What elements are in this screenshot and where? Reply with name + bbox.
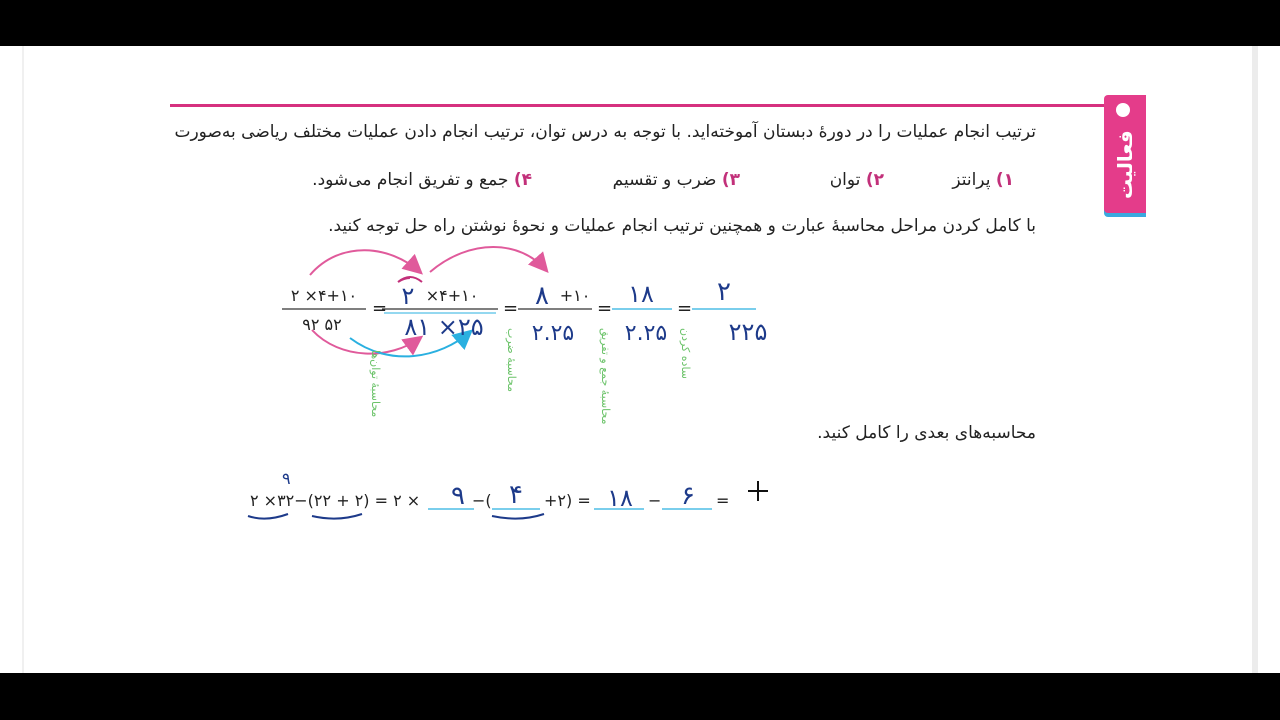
blank-4-hand: ۶ bbox=[681, 481, 695, 511]
blank-3-hand: ۱۸ bbox=[607, 484, 633, 512]
crosshair-cursor-icon bbox=[748, 481, 768, 501]
f5-num-hand: ۲ bbox=[717, 277, 731, 307]
order-item-1-num: ۱) bbox=[995, 170, 1014, 190]
eq-4: = bbox=[677, 298, 693, 319]
f3-num-hand: ۸ bbox=[535, 281, 549, 311]
order-item-2-text: توان bbox=[829, 170, 861, 190]
order-item-3-text: ضرب و تقسیم bbox=[612, 170, 717, 190]
arrow-pink-top-2 bbox=[430, 247, 546, 272]
exercise-prompt: محاسبه‌های بعدی را کامل کنید. bbox=[817, 423, 1036, 443]
order-item-4-num: ۴) bbox=[513, 170, 532, 190]
blank-2-hand: ۴ bbox=[509, 480, 523, 510]
f1-numerator: ۲ ×۴+۱۰ bbox=[290, 286, 358, 305]
order-item-2-num: ۲) bbox=[865, 170, 884, 190]
f1-denominator: ۹۲ ۵۲ bbox=[302, 315, 342, 334]
eq-2: = bbox=[503, 298, 519, 319]
label-simplify: ساده کردن bbox=[679, 328, 692, 380]
blank-1-hand: ۹ bbox=[451, 481, 465, 511]
label-powers: محاسبهٔ توان‌ها bbox=[369, 350, 382, 418]
underline-hand-2 bbox=[312, 514, 362, 519]
exercise-expression: ۲ ×۳۲−(۲۲ + ۲) = ۲ × bbox=[250, 491, 421, 510]
intro-line-1: ترتیب انجام عملیات را در دورهٔ دبستان آموخته‌اید. با توجه به درس توان، ترتیب انجام دادن عملیات مختلف ریاضی به‌صورت bbox=[174, 122, 1036, 142]
plus-two: +۲) = bbox=[544, 491, 591, 510]
label-multiply: محاسبهٔ ضرب bbox=[505, 328, 518, 393]
equals-sign: = bbox=[716, 491, 730, 510]
f3-num-print: +۱۰ bbox=[559, 286, 591, 305]
hand-over-annotation: ۹ bbox=[282, 469, 291, 488]
f4-num-hand: ۱۸ bbox=[628, 280, 654, 308]
order-item-1-text: پرانتز bbox=[952, 170, 991, 190]
instruction-line: با کامل کردن مراحل محاسبهٔ عبارت و همچنین ترتیب انجام عملیات و نحوهٔ نوشتن راه حل توجه کنید. bbox=[328, 216, 1036, 236]
arrow-pink-top-1 bbox=[310, 250, 420, 275]
order-item-3-num: ۳) bbox=[721, 170, 740, 190]
f4-den-hand: ۲.۲۵ bbox=[624, 321, 668, 346]
underline-hand-3 bbox=[492, 514, 544, 519]
f2-num-print: ×۴+۱۰ bbox=[425, 286, 479, 305]
minus-sign: − bbox=[648, 491, 662, 510]
eq-1: = bbox=[372, 298, 388, 319]
f2-num-hand: ۲ bbox=[401, 282, 415, 310]
f3-den-hand: ۲.۲۵ bbox=[531, 321, 575, 346]
underline-hand-1 bbox=[248, 514, 288, 519]
activity-label: فعالیت bbox=[1113, 130, 1137, 200]
eq-3: = bbox=[597, 298, 613, 319]
minus-paren: −( bbox=[472, 491, 492, 510]
f2-den-hand: ۸۱ ×۲۵ bbox=[404, 313, 484, 341]
label-addsub: محاسبهٔ جمع و تفریق bbox=[599, 328, 612, 425]
order-item-4-text: جمع و تفریق انجام می‌شود. bbox=[312, 170, 509, 190]
f5-den-hand: ۲۲۵ bbox=[728, 318, 768, 346]
